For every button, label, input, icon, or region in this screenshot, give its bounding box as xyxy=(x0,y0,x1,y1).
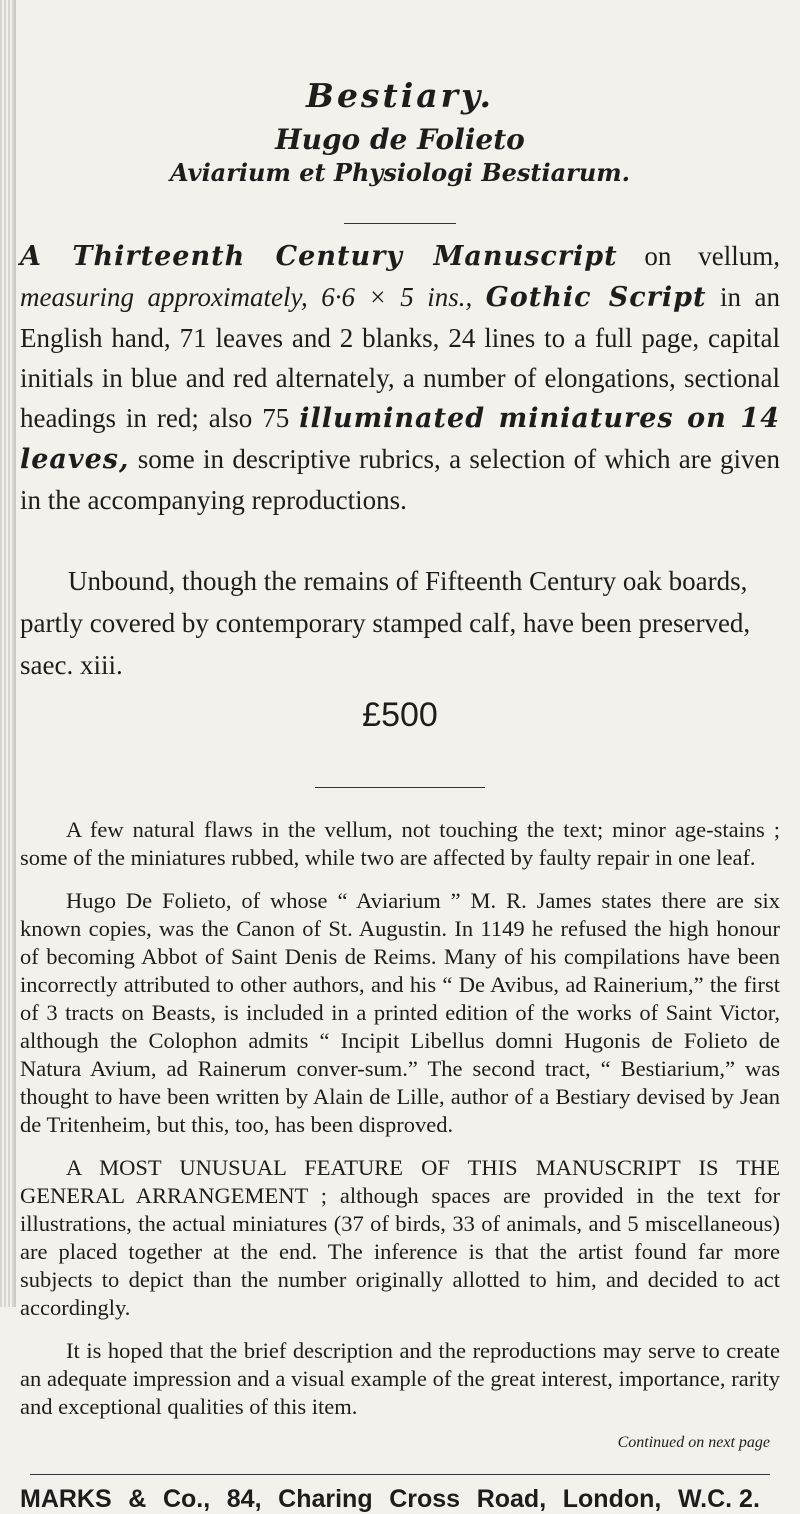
publisher-footer xyxy=(20,1485,760,1514)
divider xyxy=(315,787,485,788)
description-script: Gothic Script xyxy=(485,282,707,313)
paragraph-feature: A MOST UNUSUAL FEATURE OF THIS MANUSCRIPT IS THE GENERAL ARRANGEMENT ; although spaces are provided in the text for illustrations, the actual miniatures (37 of birds, 33 of animals, and 5 miscellaneous) are placed together at the end. The inference is that the artist found far more subjects to depict than the number originally allotted to him, and decided to act accordingly. xyxy=(20,1155,780,1320)
manuscript-description xyxy=(20,236,780,520)
paragraph-closing: It is hoped that the brief description and the reproductions may serve to create an adequate impression and a visual example of the great interest, importance, rarity and exceptional qualities of this item. xyxy=(20,1338,780,1419)
price: £500 xyxy=(362,696,438,734)
footer-word: W.C. 2. xyxy=(677,1485,760,1513)
page-title: Bestiary. xyxy=(306,76,494,115)
description-measure: measuring approximately, 6·6 × 5 ins., xyxy=(20,282,473,312)
continued-note: Continued on next page xyxy=(617,1434,770,1451)
description-lead: A Thirteenth Century Manuscript xyxy=(20,241,618,272)
paragraph-condition: A few natural flaws in the vellum, not touching the text; minor age-stains ; some of the miniatures rubbed, while two are affected by faulty repair in one leaf. xyxy=(20,817,780,870)
description-text-2: some in descriptive rubrics, a selection of which are given in the accompanying reproductions. xyxy=(20,444,780,515)
binding-edge xyxy=(0,0,14,1307)
description-on-vellum: on vellum, xyxy=(617,241,780,271)
footer-word: Co., xyxy=(162,1485,211,1513)
divider xyxy=(344,223,456,224)
binding-edge-line xyxy=(14,0,16,1307)
description-text-1: in an English hand, 71 leaves and 2 blanks, 24 lines to a full page, capital initials in blue and red alternately, a number of elongations, sectional headings in red; also 75 xyxy=(20,282,780,433)
description-illuminated: illuminated miniatures on 14 leaves, xyxy=(20,403,780,475)
paragraph-history: Hugo De Folieto, of whose “ Aviarium ” M. R. James states there are six known copies, was the Canon of St. Augustin. In 1149 he refused the high honour of becoming Abbot of Saint Denis de Reims. Many of his compilations have been incorrectly attributed to other authors, and his “ De Avibus, ad Rainerium,” the first of 3 tracts on Beasts, is included in a printed edition of the works of Saint Victor, although the Colophon admits “ Incipit Libellus domni Hugonis de Folieto de Natura Avium, ad Rainerum conver-sum.” The second tract, “ Bestiarium,” was thought to have been written by Alain de Lille, author of a Bestiary devised by Jean de Tritenheim, but this, too, has been disproved. xyxy=(20,888,780,1137)
footer-word: Cross xyxy=(389,1485,461,1513)
author-name: Hugo de Folieto xyxy=(275,123,525,156)
binding-note: Unbound, though the remains of Fifteenth Century oak boards, partly covered by contemporary stamped calf, have been preserved, saec. xiii. xyxy=(20,566,751,680)
footer-word: Road, xyxy=(476,1485,547,1513)
work-title: Aviarium et Physiologi Bestiarum. xyxy=(169,158,631,187)
body-text xyxy=(20,816,780,1421)
footer-word: London, xyxy=(562,1485,662,1513)
footer-word: 84, xyxy=(226,1485,262,1513)
catalogue-page xyxy=(20,0,780,1514)
footer-word: & xyxy=(128,1485,147,1513)
footer-word: Charing xyxy=(278,1485,373,1513)
footer-rule xyxy=(30,1474,770,1475)
footer-word: MARKS xyxy=(20,1485,112,1513)
